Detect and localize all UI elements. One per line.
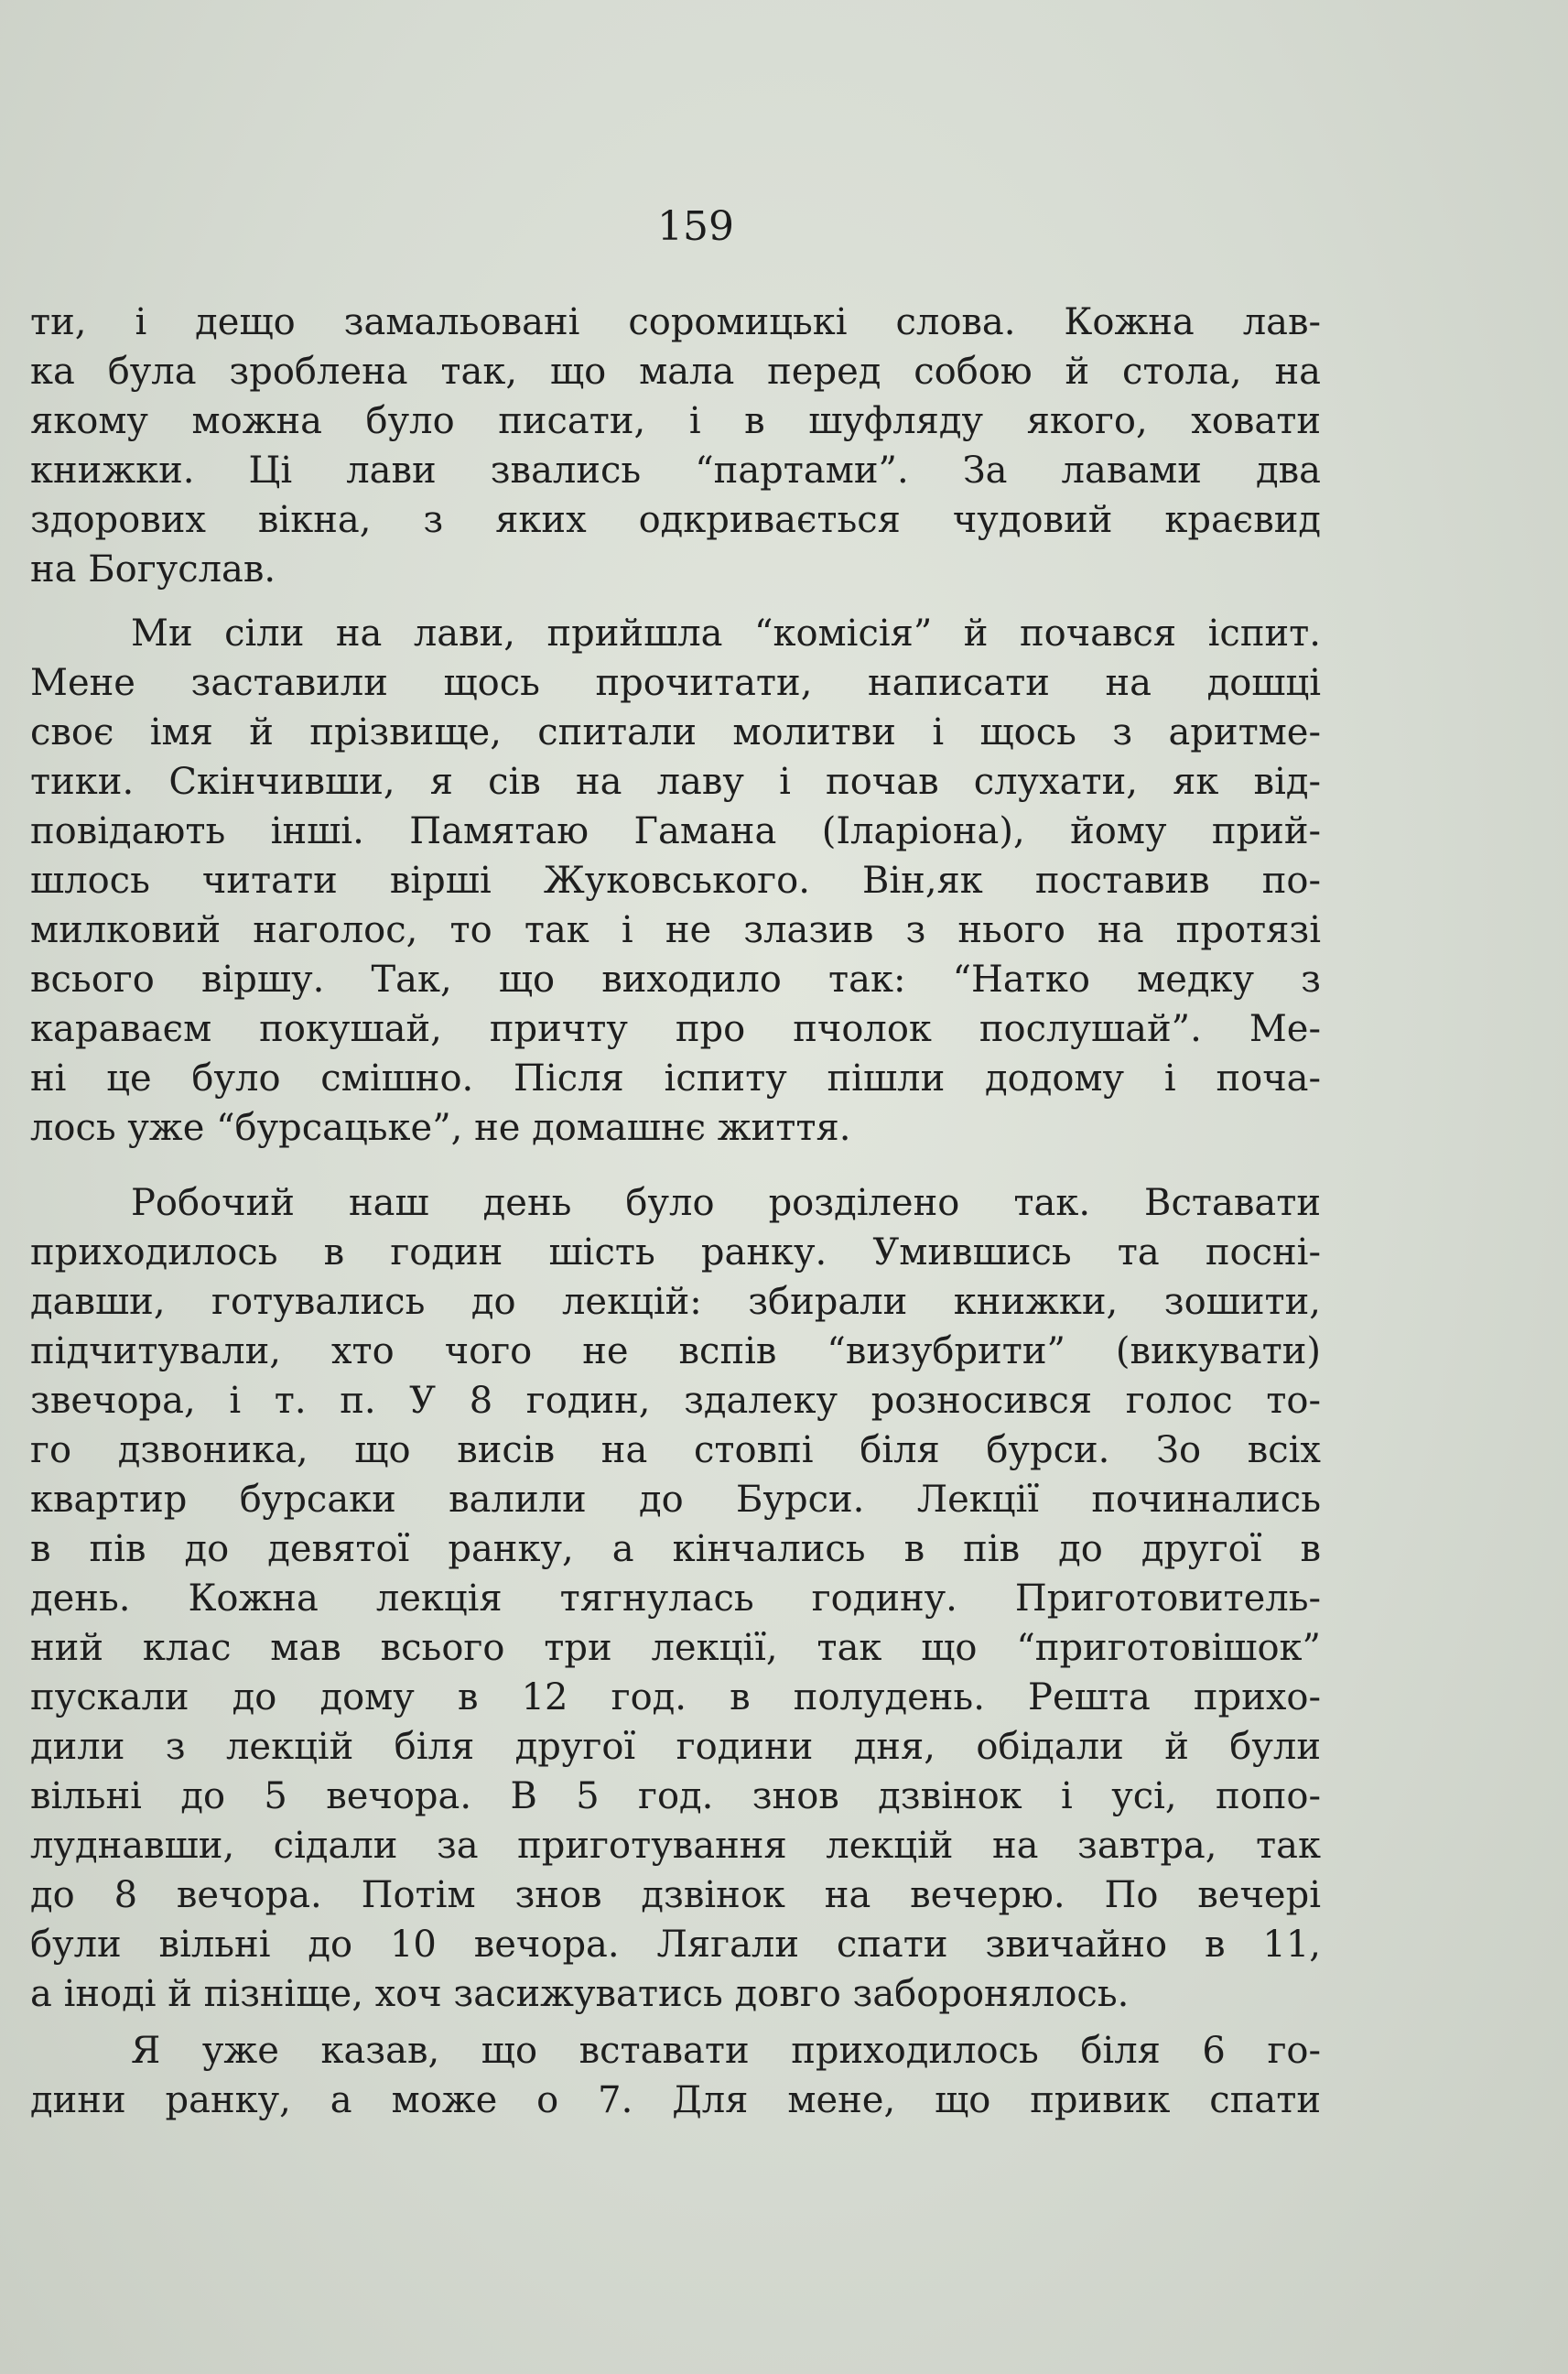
text-line: Я уже казав, що вставати приходилось біля 6 го-	[131, 2030, 1321, 2072]
text-line: в пів до девятої ранку, а кінчались в пів до другої в	[30, 1528, 1321, 1570]
text-line: приходилось в годин шість ранку. Умившись та посні-	[30, 1231, 1321, 1274]
text-line: дили з лекцій біля другої години дня, обідали й були	[30, 1726, 1321, 1768]
text-line: ка була зроблена так, що мала перед собою й стола, на	[30, 351, 1321, 393]
text-line: милковий наголос, то так і не злазив з нього на протязі	[30, 909, 1321, 951]
text-line: всього віршу. Так, що виходило так: “Натко медку з	[30, 959, 1321, 1001]
paragraph	[30, 298, 1321, 594]
text-line: були вільні до 10 вечора. Лягали спати звичайно в 11,	[30, 1924, 1321, 1966]
text-line: вільні до 5 вечора. В 5 год. знов дзвінок і усі, попо-	[30, 1775, 1321, 1817]
paragraph	[30, 1178, 1321, 2019]
text-line: караваєм покушай, причту про пчолок послушай”. Ме-	[30, 1008, 1321, 1050]
text-line: ний клас мав всього три лекції, так що “приготовішок”	[30, 1627, 1321, 1669]
text-line: шлось читати вірші Жуковського. Він,як поставив по-	[30, 860, 1321, 902]
text-line: підчитували, хто чого не вспів “визубрити” (викувати)	[30, 1330, 1321, 1372]
text-line: луднавши, сідали за приготування лекцій на завтра, так	[30, 1825, 1321, 1867]
paragraph-gap	[30, 1153, 1321, 1178]
text-line: Мене заставили щось прочитати, написати на дошці	[30, 662, 1321, 704]
text-line: до 8 вечора. Потім знов дзвінок на вечерю. По вечері	[30, 1874, 1321, 1916]
text-line: здорових вікна, з яких одкривається чудовий краєвид	[30, 499, 1321, 541]
text-line: лось уже “бурсацьке”, не домашнє життя.	[30, 1107, 851, 1149]
text-line: звечора, і т. п. У 8 годин, здалеку розносився голос то-	[30, 1380, 1321, 1422]
text-line: квартир бурсаки валили до Бурси. Лекції починались	[30, 1479, 1321, 1521]
text-line: ти, і дещо замальовані соромицькі слова. Кожна лав-	[30, 301, 1321, 343]
text-line: якому можна було писати, і в шуфляду якого, ховати	[30, 400, 1321, 442]
text-line: ні це було смішно. Після іспиту пішли додому і поча-	[30, 1057, 1321, 1100]
text-line: го дзвоника, що висів на стовпі біля бурси. Зо всіх	[30, 1429, 1321, 1471]
text-line: своє імя й прізвище, спитали молитви і щось з аритме-	[30, 711, 1321, 753]
text-line: день. Кожна лекція тягнулась годину. Приготовитель-	[30, 1577, 1321, 1620]
paragraph	[30, 2026, 1321, 2125]
text-line: дини ранку, а може о 7. Для мене, що привик спати	[30, 2079, 1321, 2121]
text-line: книжки. Ці лави звались “партами”. За лавами два	[30, 450, 1321, 492]
text-line: Робочий наш день було розділено так. Вставати	[131, 1182, 1321, 1224]
body-text	[30, 298, 1321, 2125]
text-line: на Богуслав.	[30, 548, 276, 591]
text-line: повідають інші. Памятаю Гамана (Іларіона), йому прий-	[30, 810, 1321, 852]
paragraph	[30, 609, 1321, 1153]
text-line: а іноді й пізніще, хоч засижуватись довго заборонялось.	[30, 1973, 1130, 2015]
text-line: пускали до дому в 12 год. в полудень. Решта прихо-	[30, 1676, 1321, 1718]
text-line: давши, готувались до лекцій: збирали книжки, зошити,	[30, 1281, 1321, 1323]
page-number: 159	[657, 203, 734, 250]
text-line: Ми сіли на лави, прийшла “комісія” й почався іспит.	[131, 612, 1321, 655]
text-line: тики. Скінчивши, я сів на лаву і почав слухати, як від-	[30, 761, 1321, 803]
